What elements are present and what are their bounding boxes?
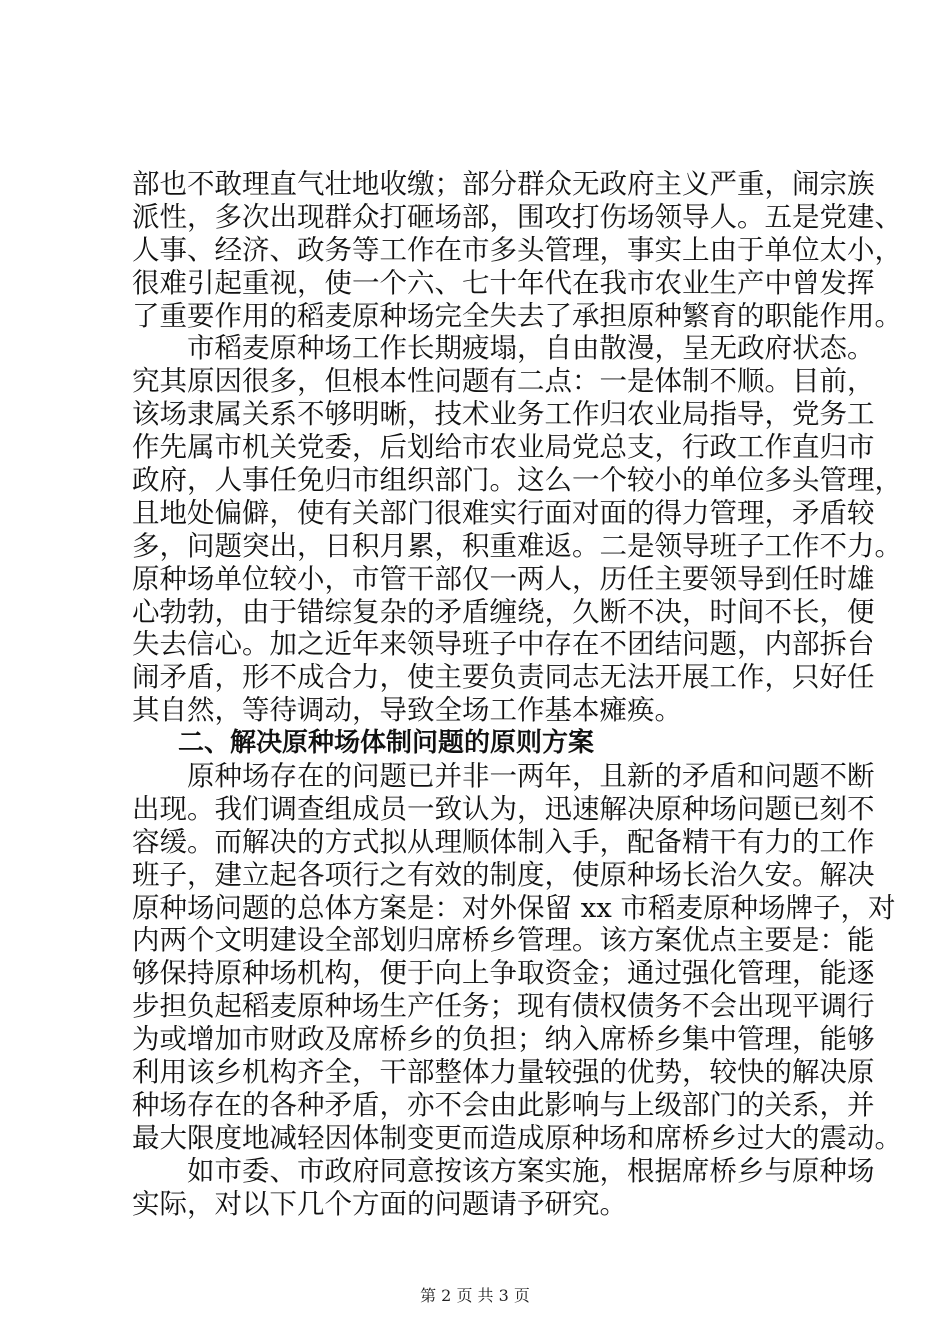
paragraph-1 [132, 168, 902, 332]
text-line: 作先属市机关党委，后划给市农业局党总支，行政工作直归市 [132, 431, 875, 464]
text-line: 利用该乡机构齐全，干部整体力量较强的优势，较快的解决原 [132, 1056, 875, 1089]
text-line: 原种场存在的问题已并非一两年，且新的矛盾和问题不断 [187, 760, 875, 793]
text-line: 人事、经济、政务等工作在市多头管理，事实上由于单位太小， [132, 233, 902, 266]
text-line: 如市委、市政府同意按该方案实施，根据席桥乡与原种场 [187, 1154, 875, 1187]
text-line: 种场存在的各种矛盾，亦不会由此影响与上级部门的关系，并 [132, 1088, 875, 1121]
page-number: 第 2 页 共 3 页 [420, 1286, 530, 1305]
text-line: 出现。我们调查组成员一致认为，迅速解决原种场问题已刻不 [132, 792, 875, 825]
text-line: 派性，多次出现群众打砸场部，围攻打伤场领导人。五是党建、 [132, 200, 902, 233]
section-heading: 二、解决原种场体制问题的原则方案 [178, 728, 595, 759]
text-line: 且地处偏僻，使有关部门很难实行面对面的得力管理，矛盾较 [132, 496, 875, 529]
text-line: 其自然，等待调动，导致全场工作基本瘫痪。 [132, 694, 682, 727]
text-line: 原种场问题的总体方案是：对外保留 xx 市稻麦原种场牌子，对 [132, 891, 896, 924]
text-line: 步担负起稻麦原种场生产任务；现有债权债务不会出现平调行 [132, 990, 875, 1023]
paragraph-2 [132, 332, 902, 727]
paragraph-4 [132, 1154, 875, 1221]
text-line: 很难引起重视，使一个六、七十年代在我市农业生产中曾发挥 [132, 266, 875, 299]
text-line: 闹矛盾，形不成合力，使主要负责同志无法开展工作，只好任 [132, 661, 875, 694]
text-line: 心勃勃，由于错综复杂的矛盾缠绕，久断不决，时间不长，便 [132, 595, 875, 628]
document-body [132, 168, 902, 1221]
text-line: 部也不敢理直气壮地收缴；部分群众无政府主义严重，闹宗族 [132, 168, 875, 200]
text-line: 内两个文明建设全部划归席桥乡管理。该方案优点主要是：能 [132, 924, 875, 957]
text-line: 最大限度地减轻因体制变更而造成原种场和席桥乡过大的震动。 [132, 1121, 902, 1154]
text-line: 市稻麦原种场工作长期疲塌，自由散漫，呈无政府状态。 [187, 332, 875, 365]
text-line: 失去信心。加之近年来领导班子中存在不团结问题，内部拆台 [132, 628, 875, 661]
text-line: 够保持原种场机构，便于向上争取资金；通过强化管理，能逐 [132, 957, 875, 990]
text-line: 为或增加市财政及席桥乡的负担；纳入席桥乡集中管理，能够 [132, 1023, 875, 1056]
text-line: 了重要作用的稻麦原种场完全失去了承担原种繁育的职能作用。 [132, 299, 902, 332]
paragraph-3 [132, 760, 902, 1155]
text-line: 容缓。而解决的方式拟从理顺体制入手，配备精干有力的工作 [132, 825, 875, 858]
text-line: 究其原因很多，但根本性问题有二点：一是体制不顺。目前， [132, 365, 875, 398]
text-line: 实际，对以下几个方面的问题请予研究。 [132, 1187, 627, 1220]
text-line: 政府，人事任免归市组织部门。这么一个较小的单位多头管理， [132, 464, 902, 497]
text-line: 多，问题突出，日积月累，积重难返。二是领导班子工作不力。 [132, 529, 902, 562]
text-line: 班子，建立起各项行之有效的制度，使原种场长治久安。解决 [132, 858, 875, 891]
text-line: 原种场单位较小，市管干部仅一两人，历任主要领导到任时雄 [132, 562, 875, 595]
text-line: 该场隶属关系不够明晰，技术业务工作归农业局指导，党务工 [132, 398, 875, 431]
